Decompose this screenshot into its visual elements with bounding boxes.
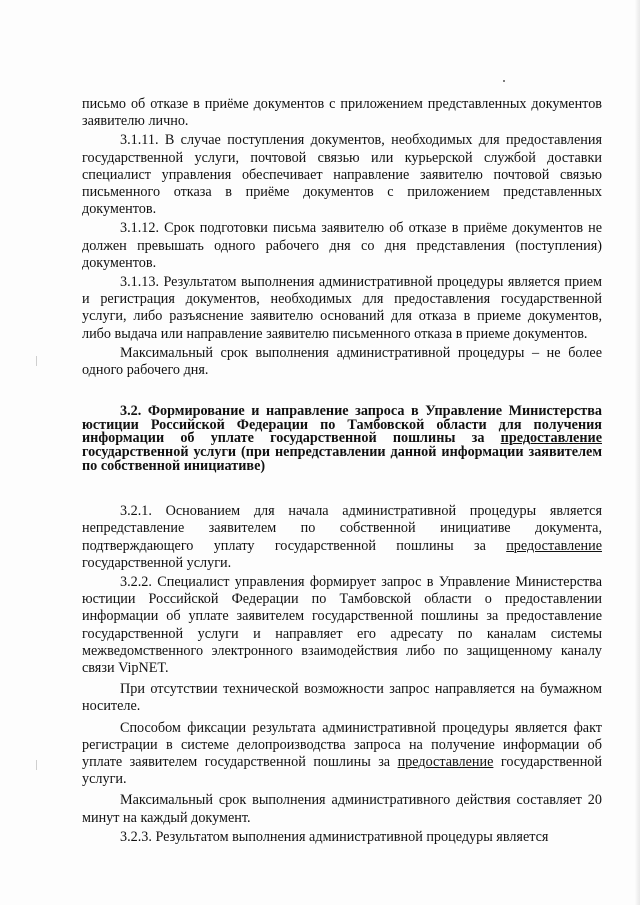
margin-mark (36, 356, 37, 366)
paragraph (82, 503, 602, 572)
paragraph-text: 3.2.1. Основанием для начала административной процедуры является непредставление заявителем по собственной инициативе документа, подтверждающего уплату государственной пошлины за (82, 503, 602, 554)
paragraph: При отсутствии технической возможности запрос направляется на бумажном носителе. (82, 681, 602, 715)
scan-speck (503, 80, 505, 82)
section-title (82, 405, 602, 473)
paragraph: Максимальный срок выполнения административного действия составляет 20 минут на каждый документ. (82, 792, 602, 826)
paragraph: 3.1.13. Результатом выполнения административной процедуры является прием и регистрация документов, необходимых для предоставления государственной услуги, либо разъяснение заявителю оснований для отказа в приеме документов, либо выдача или направление заявителю письменного отказа в приеме документов. (82, 274, 602, 342)
paragraph: 3.1.12. Срок подготовки письма заявителю об отказе в приёме документов не должен превышать одного рабочего дня со дня представления (поступления) документов. (82, 220, 602, 271)
underlined-text: предоставление (397, 754, 494, 771)
paragraph (82, 720, 602, 789)
paragraph: Максимальный срок выполнения административной процедуры – не более одного рабочего дня. (82, 344, 602, 379)
paragraph-text: Способом фиксации результата административной процедуры является факт регистрации в системе делопроизводства запроса на получение информации об уплате заявителем государственной пошлины за (82, 719, 602, 771)
paragraph: письмо об отказе в приёме документов с приложением представленных документов заявителю лично. (82, 96, 602, 130)
paragraph: 3.1.11. В случае поступления документов, необходимых для предоставления государственной услуги, почтовой связью или курьерской службой доставки специалист управления обеспечивает направление заявителю почтовой связью письменного отказа в приёме документов с приложением представленных документов. (82, 132, 602, 218)
paragraph: 3.2.3. Результатом выполнения административной процедуры является (120, 828, 549, 845)
section-title-text: 3.2. Формирование и направление запроса в Управление Министерства юстиции Российской Федерации по Тамбовской области для получения информации об уплате государственной пошлины за (82, 403, 602, 447)
paragraph: 3.2.2. Специалист управления формирует запрос в Управление Министерства юстиции Российской Федерации по Тамбовской области о предоставлении информации об уплате заявителем государственной пошлины за предоставление государственной услуги и направляет его адресату по каналам системы межведомственного электронного взаимодействия либо по защищенному каналу связи VipNET. (82, 574, 602, 677)
underlined-text: предоставление (506, 537, 602, 554)
section-title-underlined: предоставление (500, 430, 602, 447)
document-body (82, 96, 602, 846)
margin-mark (36, 760, 37, 770)
scan-edge (634, 0, 640, 905)
paragraph-text: государственной услуги. (82, 554, 232, 571)
section-title-text-end: государственной услуги (при непредставлении данной информации заявителем по собственной инициативе) (82, 444, 602, 474)
paragraph-text: государственной услуги. (82, 754, 602, 788)
